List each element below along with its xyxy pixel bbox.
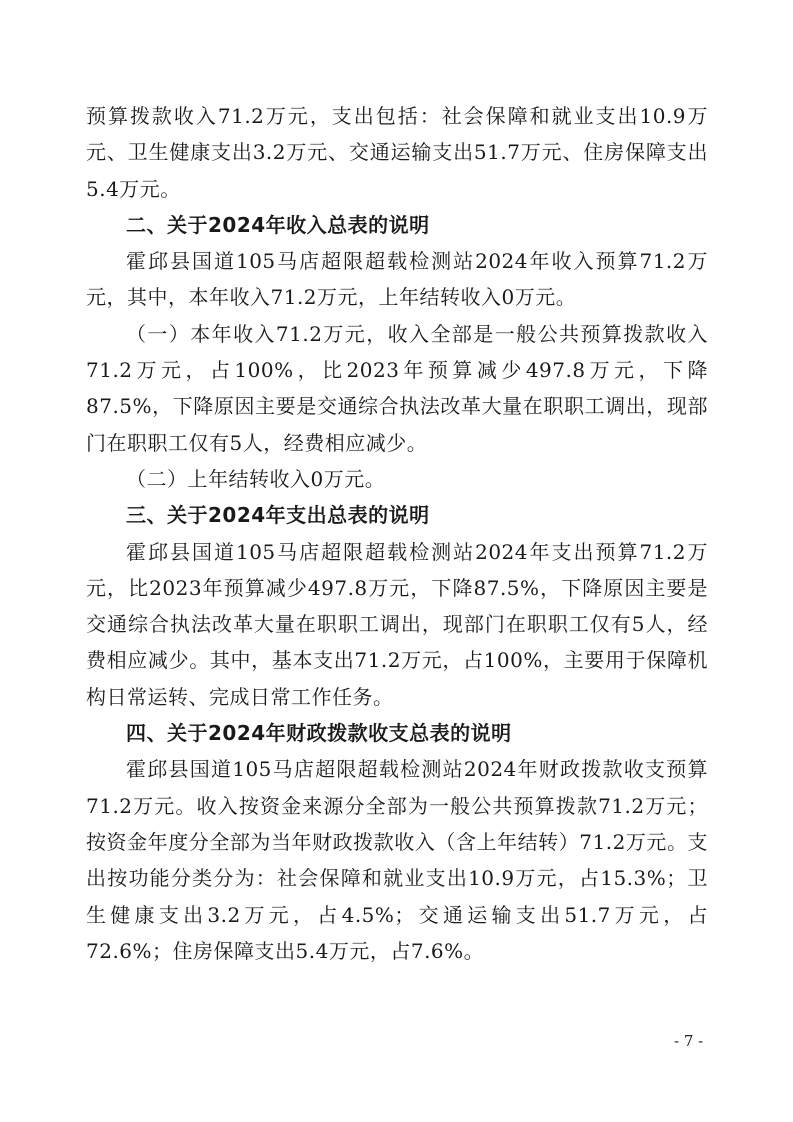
section-heading-fiscal-allocation: 四、关于2024年财政拨款收支总表的说明 (126, 721, 512, 746)
paragraph-expenditure-overview: 霍邱县国道105马店超限超载检测站2024年支出预算71.2万元，比2023年预算减少497.8万元，下降87.5%，下降原因主要是交通综合执法改革大量在职职工调出，现部门在职职工仅有5人，经费相应减少。其中，基本支出71.2万元，占100%，主要用于保障机构日常运转、完成日常工作任务。 (86, 539, 708, 709)
paragraph-current-year-income: （一）本年收入71.2万元，收入全部是一般公共预算拨款收入71.2万元，占100%，比2023年预算减少497.8万元，下降87.5%，下降原因主要是交通综合执法改革大量在职职工调出，现部门在职职工仅有5人，经费相应减少。 (86, 321, 708, 455)
document-body (86, 98, 708, 969)
paragraph-continuation: 预算拨款收入71.2万元，支出包括：社会保障和就业支出10.9万元、卫生健康支出3.2万元、交通运输支出51.7万元、住房保障支出5.4万元。 (86, 104, 708, 201)
paragraph-carryover-income: （二）上年结转收入0万元。 (126, 466, 386, 491)
page-number: - 7 - (674, 1032, 704, 1050)
section-heading-income-summary: 二、关于2024年收入总表的说明 (126, 212, 430, 237)
section-heading-expenditure-summary: 三、关于2024年支出总表的说明 (126, 503, 430, 528)
paragraph-income-overview: 霍邱县国道105马店超限超载检测站2024年收入预算71.2万元，其中，本年收入71.2万元，上年结转收入0万元。 (86, 249, 708, 310)
paragraph-fiscal-allocation: 霍邱县国道105马店超限超载检测站2024年财政拨款收支预算71.2万元。收入按资金来源分全部为一般公共预算拨款71.2万元；按资金年度分全部为当年财政拨款收入（含上年结转）71.2万元。支出按功能分类分为：社会保障和就业支出10.9万元，占15.3%；卫生健康支出3.2万元，占4.5%；交通运输支出51.7万元，占72.6%；住房保障支出5.4万元，占7.6%。 (86, 757, 708, 963)
